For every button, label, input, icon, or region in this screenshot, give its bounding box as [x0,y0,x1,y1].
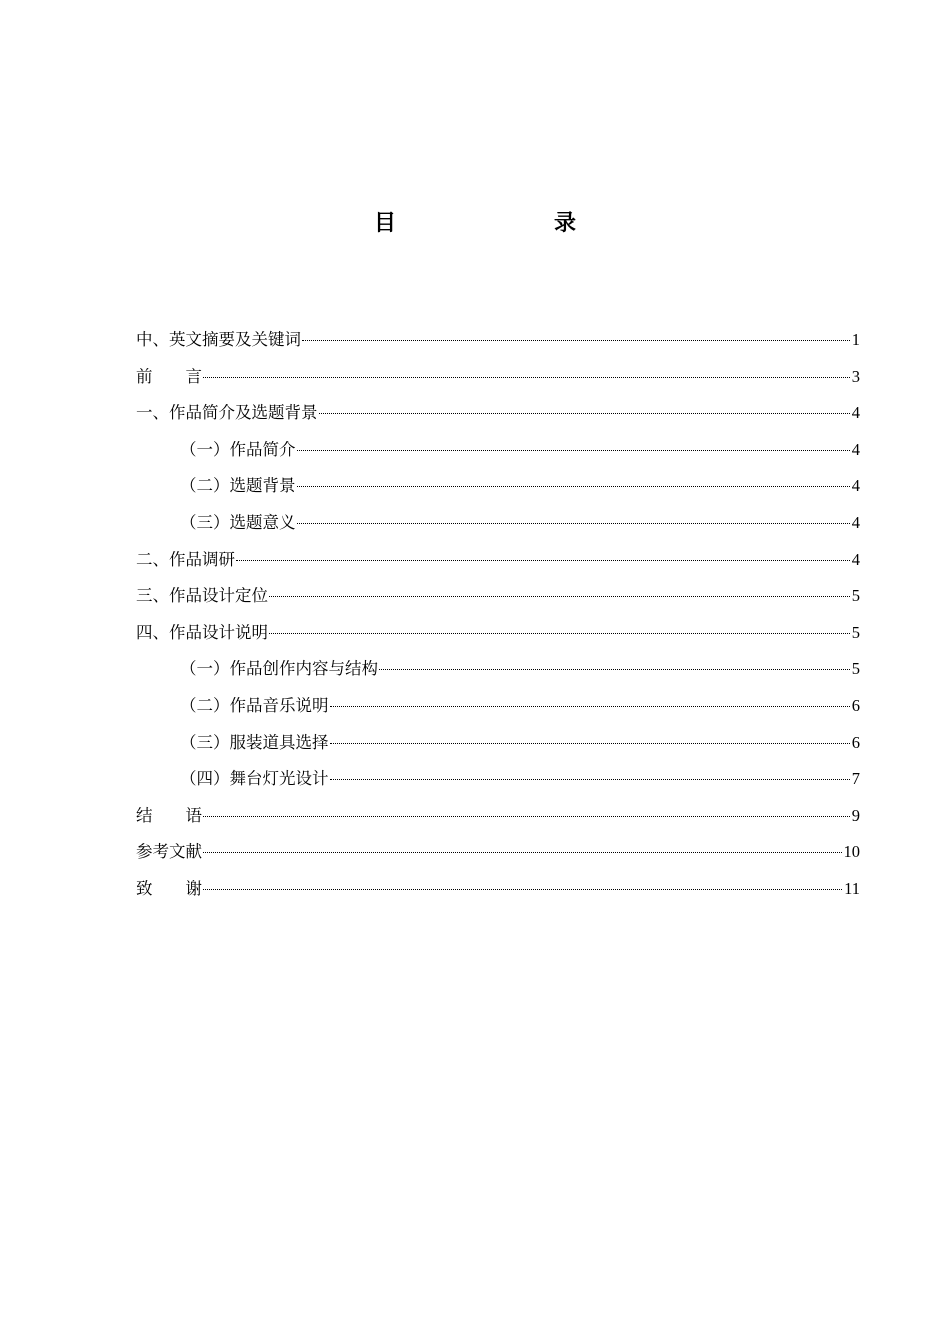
toc-page-number: 6 [851,732,860,752]
toc-entry[interactable] [136,798,860,835]
toc-page-number: 7 [851,769,860,789]
toc-leader-dots [269,596,850,597]
toc-entry-label: （二）选题背景 [180,476,296,496]
toc-leader-dots [203,377,850,378]
toc-leader-dots [297,523,850,524]
toc-entry-label: （三）选题意义 [180,512,296,532]
toc-entry[interactable] [136,432,860,469]
toc-entry[interactable] [136,395,860,432]
toc-entry[interactable] [136,761,860,798]
toc-leader-dots [269,633,850,634]
toc-entry[interactable] [136,505,860,542]
toc-page-number: 4 [851,512,860,532]
toc-leader-dots [330,706,850,707]
toc-leader-dots [236,560,850,561]
toc-entry-label: 中、英文摘要及关键词 [136,330,301,349]
toc-entry-label: 二、作品调研 [136,549,235,569]
toc-entry-label: （一）作品简介 [180,439,296,459]
toc-entry[interactable] [136,871,860,908]
toc-entry-label: （二）作品音乐说明 [180,695,329,715]
toc-leader-dots [302,340,850,341]
toc-entry-label: 一、作品简介及选题背景 [136,403,318,423]
toc-entry-label: 四、作品设计说明 [136,622,268,642]
toc-page-number: 9 [851,805,860,825]
toc-entry[interactable] [136,688,860,725]
toc-entry-label: 参考文献 [136,842,202,862]
toc-leader-dots [319,413,850,414]
toc-leader-dots [203,889,842,890]
toc-page-number: 5 [851,586,860,606]
page-title: 目 录 [373,211,614,236]
toc-entry-label: （四）舞台灯光设计 [180,769,329,789]
toc-entry[interactable] [136,359,860,396]
toc-page-number: 5 [851,622,860,642]
toc-entry[interactable] [136,615,860,652]
toc-entry[interactable] [136,468,860,505]
toc-entry-label: 三、作品设计定位 [136,586,268,606]
toc-entry-label: 结 语 [136,805,202,825]
toc-entry-label: （一）作品创作内容与结构 [180,659,378,679]
toc-leader-dots [203,852,842,853]
toc-leader-dots [379,669,850,670]
toc-leader-dots [297,450,850,451]
toc-page-number: 4 [851,476,860,496]
toc-page-number: 6 [851,695,860,715]
toc-entry[interactable] [136,322,860,359]
toc-entry[interactable] [136,651,860,688]
toc-leader-dots [330,743,850,744]
toc-page-number: 3 [851,366,860,386]
toc-entry[interactable] [136,834,860,871]
toc-page-number: 4 [851,549,860,569]
table-of-contents [136,322,860,908]
toc-leader-dots [203,816,850,817]
toc-page-number: 4 [851,403,860,423]
toc-page-number: 5 [851,659,860,679]
toc-entry-label: （三）服装道具选择 [180,732,329,752]
toc-entry-label: 致 谢 [136,878,202,898]
toc-entry[interactable] [136,725,860,762]
toc-entry-label: 前 言 [136,366,202,386]
toc-page-number: 10 [843,842,860,862]
toc-entry[interactable] [136,578,860,615]
toc-leader-dots [297,486,850,487]
toc-leader-dots [330,779,850,780]
toc-entry[interactable] [136,542,860,579]
toc-page-number: 1 [851,330,860,349]
toc-page-number: 4 [851,439,860,459]
toc-page-number: 11 [844,878,860,898]
